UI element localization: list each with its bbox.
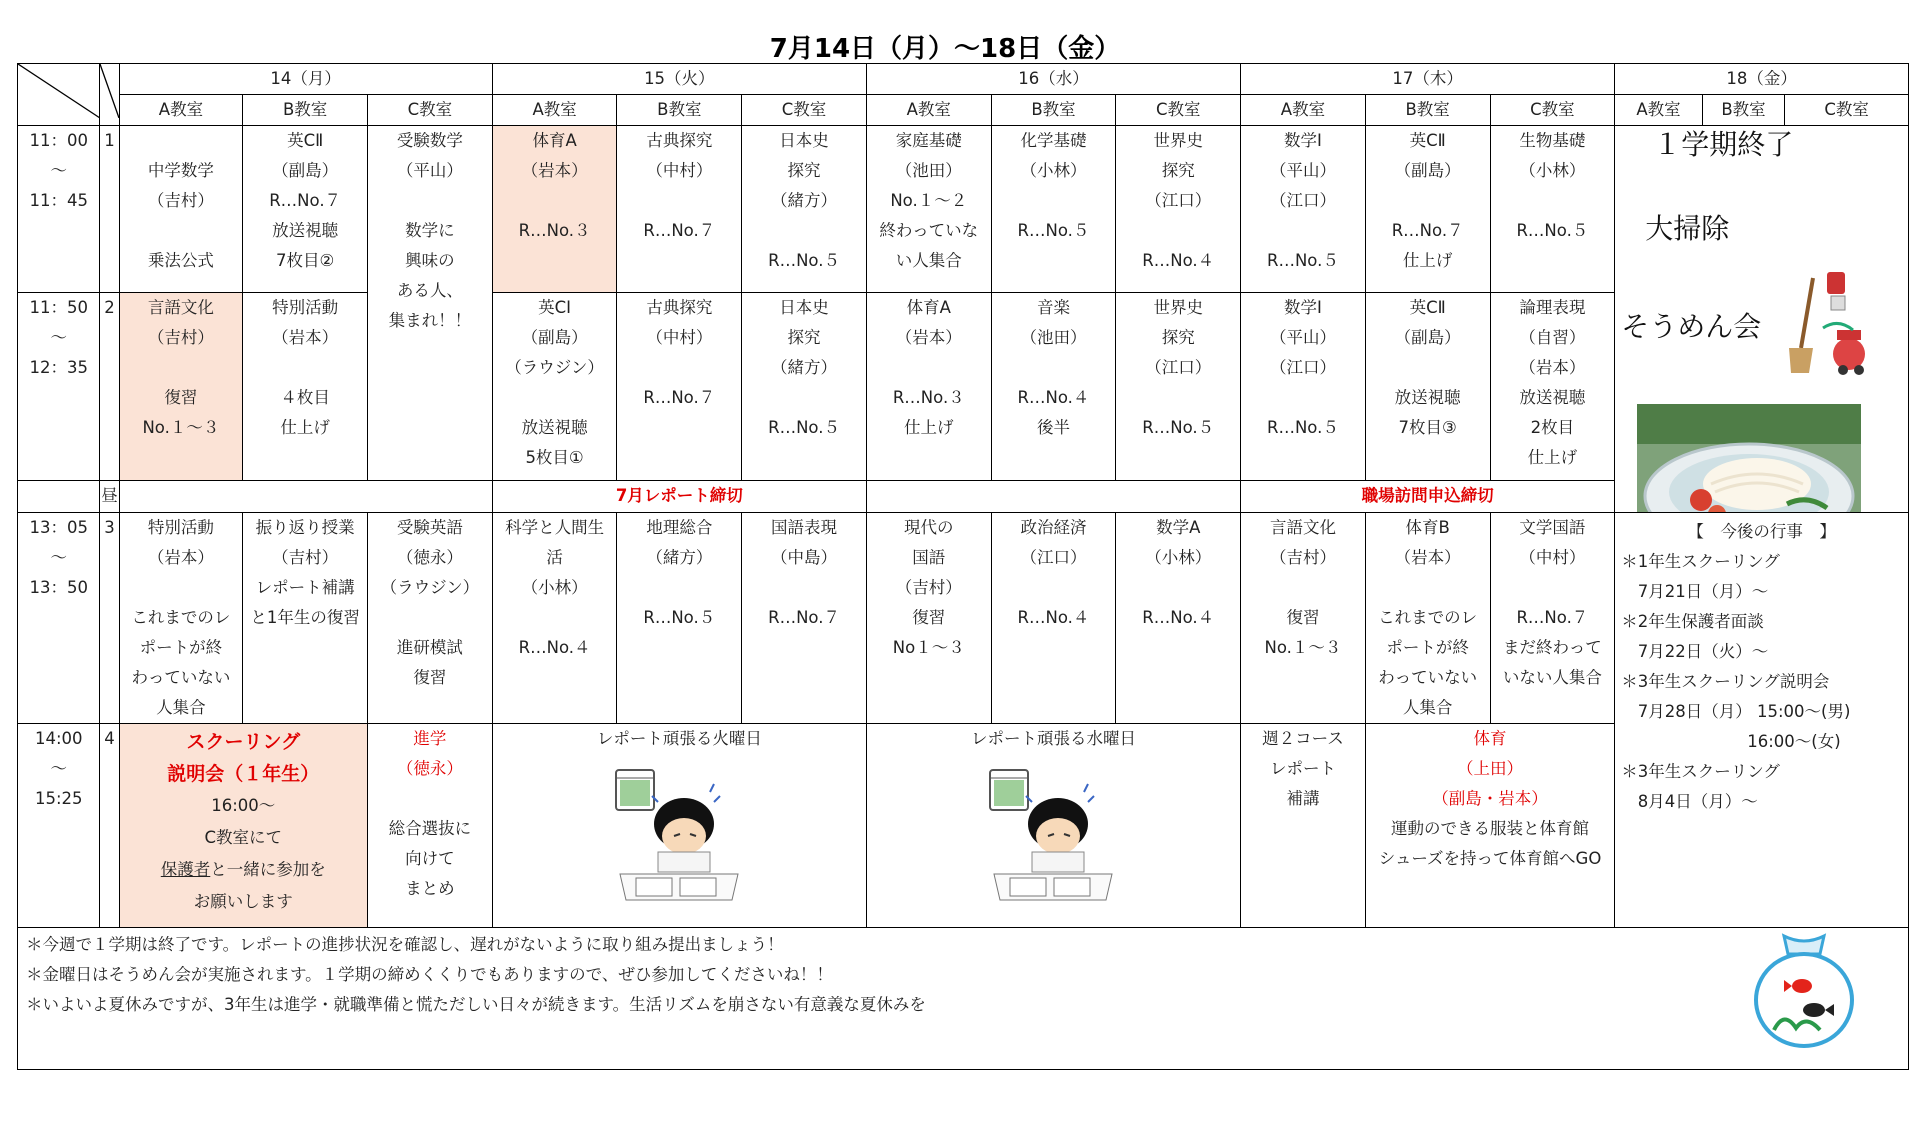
day-header-thu: 17（木） bbox=[1241, 64, 1615, 95]
cell-line: （小林） bbox=[521, 578, 588, 597]
cell-line: 生物基礎 bbox=[1519, 131, 1586, 150]
cell-line: 受験数学 bbox=[396, 131, 463, 150]
room-b: B教室 bbox=[991, 95, 1116, 126]
cell-line: （岩本） bbox=[521, 161, 588, 180]
cell-line: R…No.７ bbox=[269, 191, 342, 210]
class-cell bbox=[1365, 293, 1490, 481]
cell-line: ある人、 bbox=[396, 281, 463, 300]
cell-line bbox=[1366, 573, 1490, 603]
class-cell bbox=[1116, 293, 1241, 481]
day-header-tue: 15（火） bbox=[492, 64, 866, 95]
cell-line bbox=[120, 573, 243, 603]
cell-line: No.１～３ bbox=[1264, 638, 1342, 657]
class-cell bbox=[1365, 513, 1490, 724]
cell-line: （副島） bbox=[1394, 328, 1461, 347]
cell-line bbox=[1241, 383, 1365, 413]
cell-line: わっていない bbox=[1378, 668, 1478, 687]
goldfish-bag-icon bbox=[1744, 930, 1864, 1050]
room-c: C教室 bbox=[1785, 95, 1909, 126]
cell-line: 特別活動 bbox=[272, 298, 339, 317]
schooling-briefing-cell: スクーリング 説明会（１年生） 16:00～ C教室にて 保護者と一緒に参加を お願いします bbox=[119, 724, 367, 928]
cell-line bbox=[1241, 216, 1365, 246]
room-a: A教室 bbox=[866, 95, 991, 126]
cell-line: 国語表現 bbox=[771, 518, 838, 537]
cell-line: （江口） bbox=[1269, 191, 1336, 210]
cell-line: 7枚目② bbox=[275, 251, 335, 270]
friday-term-end: １学期終了 bbox=[1653, 128, 1794, 161]
cell-line: 活 bbox=[546, 548, 563, 567]
cell-line: R…No.３ bbox=[892, 388, 965, 407]
class-cell bbox=[1116, 513, 1241, 724]
class-cell bbox=[243, 126, 368, 293]
cell-line: 政治経済 bbox=[1020, 518, 1087, 537]
cell-line: R…No.４ bbox=[1142, 608, 1215, 627]
cell-line: 仕上げ bbox=[1402, 251, 1453, 270]
class-cell bbox=[1365, 126, 1490, 293]
event-line: ＊2年生保護者面談 bbox=[1621, 612, 1764, 631]
cell-line: （中島） bbox=[771, 548, 838, 567]
cell-line: 英CⅡ bbox=[287, 131, 324, 150]
cell-line: 7枚目③ bbox=[1398, 418, 1457, 437]
cell-line bbox=[1116, 216, 1240, 246]
cell-line bbox=[992, 353, 1116, 383]
room-b: B教室 bbox=[1365, 95, 1490, 126]
cell-line bbox=[1241, 573, 1365, 603]
cell-line bbox=[992, 186, 1116, 216]
pe-class-cell: 体育 （上田） （副島・岩本） 運動のできる服装と体育館 シューズを持って体育館へGO bbox=[1365, 724, 1614, 928]
cell-line bbox=[120, 353, 243, 383]
cell-line: （副島） bbox=[521, 328, 588, 347]
cell-line: 特別活動 bbox=[147, 518, 214, 537]
cell-line: （吉村） bbox=[147, 328, 214, 347]
page-title: 7月14日（月）～18日（金） bbox=[769, 34, 1121, 64]
cell-line: 振り返り授業 bbox=[255, 518, 355, 537]
cell-line: 補講 bbox=[1286, 789, 1320, 808]
cell-line: 日本史 bbox=[779, 298, 829, 317]
cell-line: 現代の bbox=[904, 518, 954, 537]
cell-line: （副島） bbox=[1394, 161, 1461, 180]
class-cell bbox=[492, 513, 617, 724]
cell-line: 仕上げ bbox=[904, 418, 954, 437]
cleaning-tools-icon bbox=[1783, 268, 1873, 378]
upcoming-events bbox=[1615, 513, 1909, 928]
class-cell bbox=[1116, 126, 1241, 293]
cell-line bbox=[617, 186, 741, 216]
cell-line: これまでのレ bbox=[131, 608, 231, 627]
cell-line: 国語 bbox=[912, 548, 946, 567]
note-line: ＊金曜日はそうめん会が実施されます。１学期の締めくくりでもありますので、ぜひ参加してくださいね！！ bbox=[26, 965, 833, 984]
cell-line: （副島） bbox=[272, 161, 339, 180]
period-3-time: 13：05 ～ 13：50 bbox=[18, 513, 100, 724]
class-cell: 進学 （徳永） 総合選抜に 向けて まとめ bbox=[368, 724, 493, 928]
cell-line: （岩本） bbox=[147, 548, 214, 567]
events-list bbox=[1621, 547, 1902, 817]
cell-line: わっていない bbox=[131, 668, 231, 687]
lunch-wed bbox=[866, 481, 1240, 513]
class-cell bbox=[617, 293, 742, 481]
studying-student-icon bbox=[614, 762, 744, 902]
class-cell bbox=[742, 126, 867, 293]
cell-line: R…No.５ bbox=[643, 608, 716, 627]
cell-line: 集まれ！！ bbox=[388, 311, 472, 330]
cell-line bbox=[243, 353, 367, 383]
day-header-fri: 18（金） bbox=[1615, 64, 1909, 95]
report-deadline-label: 7月レポート締切 bbox=[492, 481, 866, 513]
cell-line bbox=[1366, 353, 1490, 383]
cell-line: 探究 bbox=[1161, 161, 1195, 180]
cell-line bbox=[1116, 383, 1240, 413]
class-cell bbox=[368, 126, 493, 481]
cell-line: R…No.３ bbox=[518, 221, 591, 240]
corner-cell-small bbox=[100, 64, 119, 126]
event-line: ＊1年生スクーリング bbox=[1621, 552, 1780, 571]
cell-line: 探究 bbox=[787, 161, 821, 180]
cell-line: 週２コース bbox=[1262, 729, 1344, 748]
cell-line: 英CⅡ bbox=[1409, 298, 1446, 317]
class-cell bbox=[991, 513, 1116, 724]
cell-line: 中学数学 bbox=[147, 161, 214, 180]
cell-line bbox=[493, 186, 617, 216]
report-wednesday-cell: レポート頑張る水曜日 bbox=[866, 724, 1240, 928]
cell-line: 放送視聴 bbox=[272, 221, 339, 240]
cell-line: R…No.７ bbox=[643, 221, 716, 240]
period-1-time: 11：00 ～ 11：45 bbox=[18, 126, 100, 293]
cell-line: （江口） bbox=[1145, 191, 1212, 210]
cell-line: 探究 bbox=[787, 328, 821, 347]
cell-line: 放送視聴 bbox=[521, 418, 588, 437]
cell-line: 人集合 bbox=[156, 698, 206, 717]
cell-line: 体育A bbox=[532, 131, 577, 150]
cell-line: （吉村） bbox=[272, 548, 339, 567]
cell-line: R…No.５ bbox=[768, 251, 840, 270]
note-line: ＊いよいよ夏休みですが、3年生は進学・就職準備と慌ただしい日々が続きます。生活リズムを崩さない有意義な夏休みを bbox=[26, 995, 926, 1014]
cell-line: 数学に bbox=[405, 221, 455, 240]
room-c: C教室 bbox=[742, 95, 867, 126]
cell-line: 5枚目① bbox=[525, 448, 584, 467]
cell-line: 放送視聴 bbox=[1394, 388, 1461, 407]
class-cell bbox=[368, 513, 493, 724]
friday-cell bbox=[1615, 126, 1909, 513]
cell-line: 進研模試 bbox=[396, 638, 463, 657]
note-line: ＊今週で１学期は終了です。レポートの進捗状況を確認し、遅れがないように取り組み提出ましょう！ bbox=[26, 935, 784, 954]
friday-somen-party: そうめん会 bbox=[1621, 310, 1762, 343]
lunch-time bbox=[18, 481, 100, 513]
cell-line: 世界史 bbox=[1153, 131, 1203, 150]
cell-line: （吉村） bbox=[147, 191, 214, 210]
cell-line: 言語文化 bbox=[1269, 518, 1336, 537]
room-c: C教室 bbox=[368, 95, 493, 126]
weekly-schedule-table bbox=[17, 63, 1909, 1070]
cell-line: 興味の bbox=[405, 251, 455, 270]
cell-line bbox=[617, 573, 741, 603]
job-visit-deadline-label: 職場訪問申込締切 bbox=[1241, 481, 1615, 513]
cell-line bbox=[368, 603, 492, 633]
cell-line: （岩本） bbox=[1394, 548, 1461, 567]
cell-line: R…No.５ bbox=[768, 418, 840, 437]
class-cell bbox=[119, 513, 243, 724]
class-cell bbox=[866, 126, 991, 293]
cell-line: レポート bbox=[1269, 759, 1336, 778]
class-cell bbox=[119, 293, 243, 481]
class-cell bbox=[492, 293, 617, 481]
cell-line: 言語文化 bbox=[147, 298, 214, 317]
cell-line: （江口） bbox=[1020, 548, 1087, 567]
lunch-label: 昼 bbox=[100, 481, 119, 513]
cell-line: 仕上げ bbox=[280, 418, 330, 437]
period-2-number: 2 bbox=[100, 293, 119, 481]
day-header-wed: 16（水） bbox=[866, 64, 1240, 95]
cell-line: 乗法公式 bbox=[147, 251, 214, 270]
cell-line: 放送視聴 bbox=[1519, 388, 1586, 407]
cell-line: 世界史 bbox=[1153, 298, 1203, 317]
cell-line: R…No.７ bbox=[768, 608, 840, 627]
cell-line: ポートが終 bbox=[139, 638, 223, 657]
cell-line: 復習 bbox=[413, 668, 447, 687]
cell-line: 地理総合 bbox=[646, 518, 713, 537]
cell-line: No.１～３ bbox=[142, 418, 220, 437]
class-cell bbox=[617, 126, 742, 293]
cell-line: 探究 bbox=[1161, 328, 1195, 347]
class-cell bbox=[866, 293, 991, 481]
class-cell bbox=[243, 513, 368, 724]
event-line: 7月28日（月） 15:00～(男) bbox=[1621, 702, 1851, 721]
cell-line: （岩本） bbox=[272, 328, 339, 347]
cell-line: 後半 bbox=[1036, 418, 1070, 437]
cell-line: と1年生の復習 bbox=[250, 608, 360, 627]
cell-line: （小林） bbox=[1519, 161, 1586, 180]
class-cell bbox=[492, 126, 617, 293]
class-cell bbox=[1490, 126, 1615, 293]
cell-line: 受験英語 bbox=[396, 518, 463, 537]
cell-line: 体育B bbox=[1405, 518, 1450, 537]
cell-line: 数学Ⅰ bbox=[1284, 298, 1322, 317]
cell-line: （江口） bbox=[1269, 358, 1336, 377]
room-a: A教室 bbox=[1241, 95, 1366, 126]
class-cell bbox=[119, 126, 243, 293]
cell-line: 英CⅠ bbox=[538, 298, 572, 317]
cell-line: 復習 bbox=[1286, 608, 1320, 627]
class-cell bbox=[243, 293, 368, 481]
cell-line bbox=[1116, 573, 1240, 603]
cell-line bbox=[742, 216, 866, 246]
cell-line: レポート補講 bbox=[255, 578, 355, 597]
cell-line: （自習） bbox=[1519, 328, 1586, 347]
period-4-number: 4 bbox=[100, 724, 119, 928]
event-line: 7月21日（月）～ bbox=[1621, 582, 1769, 601]
cell-line: 日本史 bbox=[779, 131, 829, 150]
cell-line: （江口） bbox=[1145, 358, 1212, 377]
cell-line: ポートが終 bbox=[1386, 638, 1469, 657]
cell-line: （池田） bbox=[895, 161, 962, 180]
cell-line: R…No.５ bbox=[1516, 221, 1589, 240]
studying-student-icon bbox=[988, 762, 1118, 902]
cell-line: 数学A bbox=[1156, 518, 1201, 537]
event-line: ＊3年生スクーリング bbox=[1621, 762, 1780, 781]
cell-line bbox=[493, 383, 617, 413]
class-cell bbox=[866, 513, 991, 724]
event-line: 7月22日（火）～ bbox=[1621, 642, 1769, 661]
room-c: C教室 bbox=[1490, 95, 1615, 126]
cell-line: R…No.５ bbox=[1267, 251, 1339, 270]
cell-line bbox=[120, 126, 243, 156]
class-cell bbox=[1490, 293, 1615, 481]
cell-line: （緒方） bbox=[771, 191, 838, 210]
cell-line: （平山） bbox=[1269, 328, 1336, 347]
event-line: 8月4日（月）～ bbox=[1621, 792, 1758, 811]
period-3-number: 3 bbox=[100, 513, 119, 724]
cell-line: （ラウジン） bbox=[505, 358, 604, 377]
class-cell bbox=[742, 513, 867, 724]
cell-line: （小林） bbox=[1020, 161, 1087, 180]
corner-diagonal-icon bbox=[100, 64, 119, 118]
cell-line bbox=[617, 353, 741, 383]
cell-line bbox=[742, 383, 866, 413]
notes-cell bbox=[18, 928, 1909, 1070]
class-cell bbox=[991, 126, 1116, 293]
cell-line: 文学国語 bbox=[1519, 518, 1586, 537]
room-a: A教室 bbox=[1615, 95, 1703, 126]
cell-line: 論理表現 bbox=[1519, 298, 1586, 317]
period-2-time: 11：50 ～ 12：35 bbox=[18, 293, 100, 481]
cell-line: （岩本） bbox=[1519, 358, 1586, 377]
period-1-number: 1 bbox=[100, 126, 119, 293]
event-line: 16:00～(女) bbox=[1621, 732, 1841, 751]
cell-line: R…No.７ bbox=[643, 388, 716, 407]
cell-line: R…No.５ bbox=[1017, 221, 1090, 240]
corner-cell bbox=[18, 64, 100, 126]
cell-line: （緒方） bbox=[646, 548, 713, 567]
cell-line: 化学基礎 bbox=[1020, 131, 1087, 150]
cell-line: （中村） bbox=[646, 328, 713, 347]
room-b: B教室 bbox=[1702, 95, 1784, 126]
day-header-mon: 14（月） bbox=[119, 64, 492, 95]
cell-line: 数学Ⅰ bbox=[1284, 131, 1322, 150]
cell-line: 体育A bbox=[906, 298, 951, 317]
cell-line: （緒方） bbox=[771, 358, 838, 377]
cell-line: R…No.４ bbox=[1017, 608, 1090, 627]
report-tuesday-cell: レポート頑張る火曜日 bbox=[492, 724, 866, 928]
cell-line: （吉村） bbox=[1269, 548, 1336, 567]
cell-line: R…No.５ bbox=[1142, 418, 1215, 437]
cell-line bbox=[1491, 573, 1615, 603]
cell-line: いない人集合 bbox=[1502, 668, 1602, 687]
room-b: B教室 bbox=[243, 95, 368, 126]
cell-line: 復習 bbox=[912, 608, 946, 627]
cell-line: （池田） bbox=[1020, 328, 1087, 347]
cell-line: 2枚目 bbox=[1530, 418, 1575, 437]
cell-line: （吉村） bbox=[895, 578, 962, 597]
cell-line: （ラウジン） bbox=[380, 578, 480, 597]
cell-line: （徳永） bbox=[396, 548, 463, 567]
somen-photo-icon bbox=[1637, 404, 1861, 513]
cell-line bbox=[1491, 186, 1615, 216]
cell-line: （中村） bbox=[1519, 548, 1586, 567]
class-cell bbox=[1241, 724, 1366, 928]
cell-line bbox=[493, 603, 617, 633]
cell-line: 科学と人間生 bbox=[505, 518, 605, 537]
cell-line: R…No.５ bbox=[1267, 418, 1339, 437]
class-cell bbox=[617, 513, 742, 724]
lunch-mon bbox=[119, 481, 492, 513]
cell-line: 英CⅡ bbox=[1409, 131, 1446, 150]
cell-line: （小林） bbox=[1145, 548, 1212, 567]
room-a: A教室 bbox=[119, 95, 243, 126]
cell-line: （平山） bbox=[396, 161, 463, 180]
cell-line: R…No.４ bbox=[1142, 251, 1215, 270]
cell-line bbox=[1366, 186, 1490, 216]
class-cell bbox=[1241, 126, 1366, 293]
cell-line bbox=[742, 573, 866, 603]
cell-line bbox=[368, 186, 492, 216]
room-a: A教室 bbox=[492, 95, 617, 126]
room-c: C教室 bbox=[1116, 95, 1241, 126]
cell-line: No.１～２ bbox=[890, 191, 968, 210]
cell-line: 古典探究 bbox=[646, 298, 713, 317]
cell-line: まだ終わって bbox=[1502, 638, 1602, 657]
cell-line: 音楽 bbox=[1036, 298, 1070, 317]
class-cell bbox=[991, 293, 1116, 481]
cell-line: 終わっていな bbox=[879, 221, 979, 240]
cell-line: R…No.７ bbox=[1516, 608, 1589, 627]
cell-line: （岩本） bbox=[895, 328, 962, 347]
cell-line: R…No.７ bbox=[1391, 221, 1464, 240]
cell-line: No１～３ bbox=[892, 638, 965, 657]
cell-line: 古典探究 bbox=[646, 131, 713, 150]
cell-line: R…No.４ bbox=[1017, 388, 1090, 407]
event-line: ＊3年生スクーリング説明会 bbox=[1621, 672, 1830, 691]
cell-line bbox=[992, 573, 1116, 603]
cell-line bbox=[867, 353, 991, 383]
corner-diagonal-icon bbox=[18, 64, 100, 118]
events-header: 【 今後の行事 】 bbox=[1687, 522, 1836, 541]
cell-line: ４枚目 bbox=[280, 388, 330, 407]
cell-line bbox=[120, 216, 243, 246]
period-4-time: 14:00 ～ 15:25 bbox=[18, 724, 100, 928]
class-cell bbox=[1241, 293, 1366, 481]
cell-line: これまでのレ bbox=[1378, 608, 1478, 627]
class-cell bbox=[742, 293, 867, 481]
cell-line: 復習 bbox=[164, 388, 198, 407]
room-b: B教室 bbox=[617, 95, 742, 126]
class-cell bbox=[1490, 513, 1615, 724]
cell-line: い人集合 bbox=[895, 251, 962, 270]
friday-cleaning: 大掃除 bbox=[1645, 212, 1730, 245]
class-cell bbox=[1241, 513, 1366, 724]
cell-line: 家庭基礎 bbox=[895, 131, 962, 150]
cell-line: 仕上げ bbox=[1527, 448, 1578, 467]
cell-line: （中村） bbox=[646, 161, 713, 180]
cell-line: R…No.４ bbox=[518, 638, 591, 657]
cell-line: （平山） bbox=[1269, 161, 1336, 180]
cell-line: 人集合 bbox=[1402, 698, 1453, 717]
